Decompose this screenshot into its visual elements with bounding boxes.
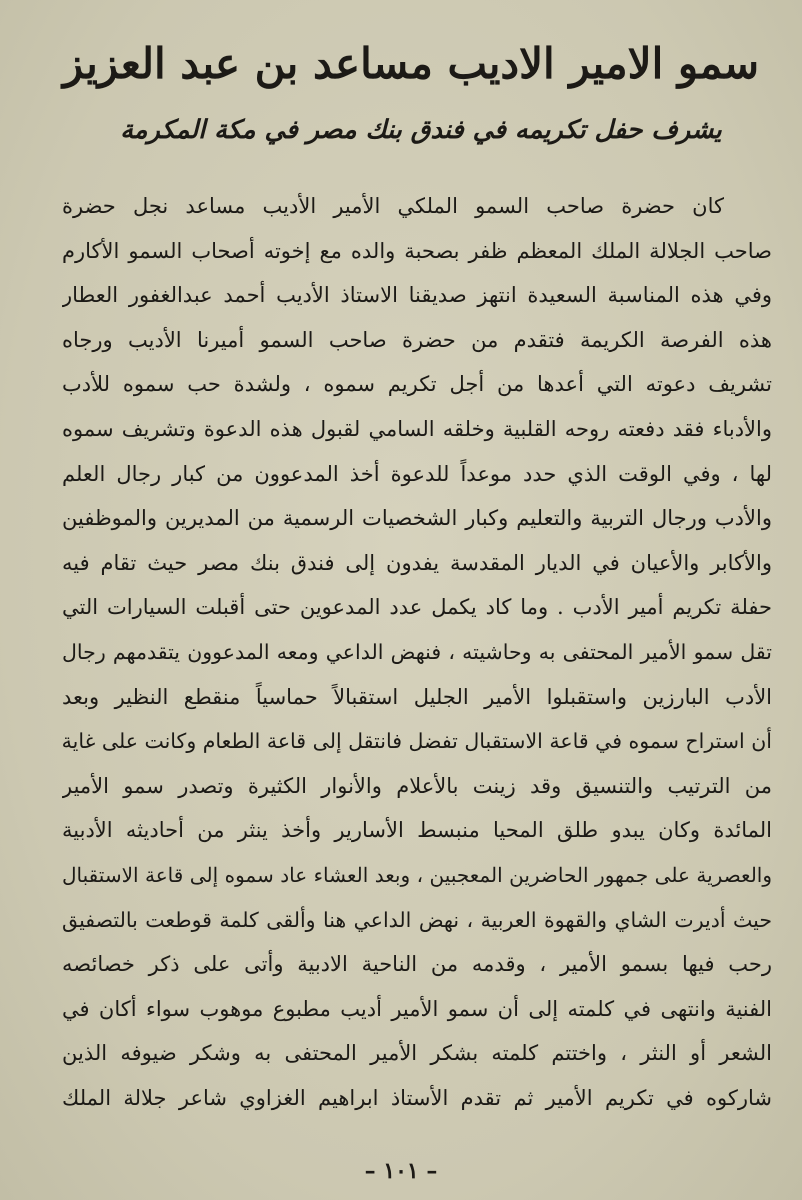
text-line: الفنية وانتهى في كلمته إلى أن سمو الأمير أديب مطبوع موهوب سواء أكان في — [62, 996, 772, 1021]
text-line: رحب فيها بسمو الأمير ، وقدمه من الناحية الادبية وأتى على ذكر خصائصه — [62, 952, 772, 977]
text-line: تشريف دعوته التي أعدها من أجل تكريم سموه ، ولشدة حب سموه للأدب — [62, 372, 772, 397]
text-line: المائدة وكان يبدو طلق المحيا منبسط الأسارير وأخذ ينثر من أحاديثه الأدبية — [62, 818, 772, 843]
text-line: والعصرية على جمهور الحاضرين المعجبين ، وبعد العشاء عاد سموه إلى قاعة الاستقبال — [62, 862, 772, 887]
text-line: وفي هذه المناسبة السعيدة انتهز صديقنا الاستاذ الأديب أحمد عبدالغفور العطار — [62, 283, 772, 308]
text-line: من الترتيب والتنسيق وقد زينت بالأعلام والأنوار الكثيرة وتصدر سمو الأمير — [62, 773, 772, 798]
text-line: والأكابر والأعيان في الديار المقدسة يفدون إلى فندق بنك مصر حيث تقام فيه — [62, 550, 772, 575]
page-number: – ١٠١ – — [364, 1158, 438, 1184]
text-line: تقل سمو الأمير المحتفى به وحاشيته ، فنهض الداعي ومعه المدعوون يتقدمهم رجال — [62, 639, 772, 664]
text-line: هذه الفرصة الكريمة فتقدم من حضرة صاحب السمو أميرنا الأديب ورجاه — [62, 327, 772, 352]
text-line: حيث أديرت الشاي والقهوة العربية ، نهض الداعي هنا وألقى كلمة قوطعت بالتصفيق — [62, 907, 772, 932]
page-title: سمو الامير الاديب مساعد بن عبد العزيز — [62, 39, 760, 88]
body-text — [62, 184, 772, 1120]
text-line: صاحب الجلالة الملك المعظم ظفر بصحبة والده مع إخوته أصحاب السمو الأكارم — [62, 238, 772, 263]
text-line: والأدب ورجال التربية والتعليم وكبار الشخصيات الرسمية من المديرين والموظفين — [62, 506, 772, 531]
text-line: شاركوه في تكريم الأمير ثم تقدم الأستاذ ابراهيم الغزاوي شاعر جلالة الملك — [62, 1085, 772, 1110]
text-line: الشعر أو النثر ، واختتم كلمته بشكر الأمير المحتفى به وشكر ضيوفه الذين — [62, 1041, 772, 1066]
text-line: لها ، وفي الوقت الذي حدد موعداً للدعوة أخذ المدعوون من كبار رجال العلم — [62, 461, 772, 486]
text-line: أن استراح سموه في قاعة الاستقبال تفضل فانتقل إلى قاعة الطعام وكانت على غاية — [62, 729, 772, 754]
page-subtitle: يشرف حفل تكريمه في فندق بنك مصر في مكة المكرمة — [120, 115, 722, 145]
text-line: الأدب البارزين واستقبلوا الأمير الجليل استقبالاً حماسياً منقطع النظير وبعد — [62, 684, 772, 709]
text-line: كان حضرة صاحب السمو الملكي الأمير الأديب مساعد نجل حضرة — [62, 194, 724, 218]
text-line: والأدباء فقد دفعته روحه القلبية وخلقه السامي لقبول هذه الدعوة وتشريف سموه — [62, 416, 772, 441]
text-line: حفلة تكريم أمير الأدب . وما كاد يكمل عدد المدعوين حتى أقبلت السيارات التي — [62, 595, 772, 620]
